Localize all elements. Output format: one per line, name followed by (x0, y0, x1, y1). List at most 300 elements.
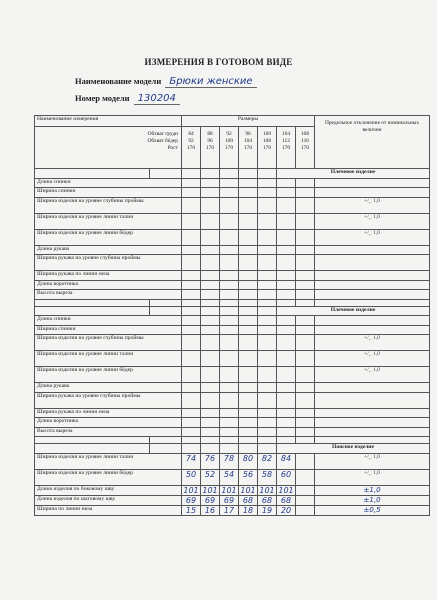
size-value-cell (296, 427, 315, 437)
size-column-3 (239, 127, 258, 169)
measurement-name: Длина спинки (35, 316, 182, 326)
table-row (35, 335, 430, 351)
size-value-cell (239, 188, 258, 198)
size-value-cell (201, 290, 220, 300)
empty-cell (220, 437, 239, 444)
deviation-cell: +/_ 1,0 (315, 351, 430, 367)
size-value-cell (201, 197, 220, 213)
size-value-cell (201, 245, 220, 255)
size-value: 104 (281, 131, 291, 137)
size-value-cell (182, 271, 201, 281)
size-value-cell: 76 (201, 453, 220, 469)
size-value: 96 (245, 131, 251, 137)
size-value: 100 (224, 138, 234, 144)
size-value-cell (182, 427, 201, 437)
empty-cell (296, 299, 315, 306)
size-value-cell (182, 255, 201, 271)
measurement-name: Ширина изделия на уровне линии талии (35, 351, 182, 367)
size-value-cell (258, 271, 277, 281)
table-row (35, 505, 430, 515)
size-value-cell (239, 290, 258, 300)
deviation-cell: ±1,0 (315, 495, 430, 505)
size-value-cell (258, 351, 277, 367)
size-value-cell (277, 213, 296, 229)
size-value-cell: 20 (277, 505, 296, 515)
size-value: 170 (205, 145, 215, 151)
measurements-table (34, 115, 430, 516)
empty-cell (201, 437, 220, 444)
measurement-name: Длина спинки (35, 178, 182, 188)
deviation-cell: ±1,0 (315, 485, 430, 495)
size-value-cell (239, 316, 258, 326)
size-value-cell (182, 325, 201, 335)
size-value-cell (182, 392, 201, 408)
size-value-cell (258, 335, 277, 351)
size-value-cell (201, 408, 220, 418)
deviation-cell (315, 427, 430, 437)
size-value-cell (239, 418, 258, 428)
size-value-cell (182, 367, 201, 383)
model-name-line (75, 76, 257, 87)
size-value-cell (182, 280, 201, 290)
document-title: ИЗМЕРЕНИЯ В ГОТОВОМ ВИДЕ (144, 57, 293, 67)
size-value-cell (277, 178, 296, 188)
deviation-cell: +/_ 1,0 (315, 367, 430, 383)
table-row (35, 367, 430, 383)
size-value-cell (201, 392, 220, 408)
empty-cell (201, 299, 220, 306)
size-value-cell: 82 (258, 453, 277, 469)
size-value: 92 (188, 138, 194, 144)
size-value-cell: 16 (201, 505, 220, 515)
size-value: 170 (281, 145, 291, 151)
size-value-cell (296, 245, 315, 255)
empty-cell (239, 299, 258, 306)
size-value-cell (258, 229, 277, 245)
model-name-value: Брюки женские (165, 76, 256, 88)
size-value-cell (220, 335, 239, 351)
size-value-cell (201, 271, 220, 281)
size-value-cell (220, 351, 239, 367)
size-value-cell: 15 (182, 505, 201, 515)
size-value-cell (182, 290, 201, 300)
size-value-cell (277, 280, 296, 290)
size-value-cell (258, 188, 277, 198)
model-name-label: Наименование модели (75, 76, 162, 86)
size-value-cell (296, 408, 315, 418)
size-column-2 (220, 127, 239, 169)
measurement-name: Ширина изделия на уровне глубины проймы (35, 335, 182, 351)
measurement-name: Ширина изделия на уровне глубины проймы (35, 197, 182, 213)
table-row (35, 178, 430, 188)
size-value-cell (220, 367, 239, 383)
size-value-cell (201, 367, 220, 383)
size-value-cell (296, 418, 315, 428)
deviation-cell: +/_ 1,0 (315, 469, 430, 485)
size-value-cell (277, 427, 296, 437)
size-value-cell (296, 178, 315, 188)
size-value-cell (220, 197, 239, 213)
girth-labels (35, 127, 182, 169)
size-value: 92 (226, 131, 232, 137)
size-column-4 (258, 127, 277, 169)
empty-cell (35, 437, 150, 444)
empty-cell (201, 169, 220, 179)
size-value-cell (258, 245, 277, 255)
measurement-name: Длина воротника (35, 280, 182, 290)
deviation-cell (315, 290, 430, 300)
measurement-name: Ширина рукава по линии низа (35, 271, 182, 281)
size-value: 170 (224, 145, 234, 151)
empty-cell (277, 437, 296, 444)
size-value-cell (258, 367, 277, 383)
size-value-cell (220, 178, 239, 188)
empty-cell (150, 299, 182, 306)
empty-cell (35, 306, 150, 316)
header-deviation: Предельное отклонение от номинальных величин (315, 116, 430, 169)
measurement-name: Высота выреза (35, 427, 182, 437)
deviation-cell: +/_ 1,0 (315, 229, 430, 245)
section-label: Плечевое изделие (277, 169, 430, 179)
size-value-cell: 69 (182, 495, 201, 505)
size-value: 170 (300, 145, 310, 151)
measurement-name: Ширина изделия на уровне линии талии (35, 213, 182, 229)
size-value-cell (258, 280, 277, 290)
size-value-cell: 56 (239, 469, 258, 485)
size-value-cell (239, 335, 258, 351)
size-column-5 (277, 127, 296, 169)
size-value-cell (239, 408, 258, 418)
size-value-cell (182, 316, 201, 326)
size-value-cell (277, 197, 296, 213)
measurement-name: Ширина рукава на уровне глубины проймы (35, 392, 182, 408)
table-row (35, 392, 430, 408)
section-header-row (35, 444, 430, 454)
size-value-cell (296, 392, 315, 408)
deviation-cell (315, 316, 430, 326)
deviation-cell (315, 188, 430, 198)
empty-cell (239, 169, 258, 179)
table-row (35, 408, 430, 418)
size-value-cell (277, 271, 296, 281)
size-value: 88 (207, 131, 213, 137)
empty-cell (182, 169, 201, 179)
size-value-cell (296, 213, 315, 229)
size-value-cell: 84 (277, 453, 296, 469)
size-value-cell (239, 325, 258, 335)
size-value-cell (277, 188, 296, 198)
size-value-cell (277, 255, 296, 271)
table-row (35, 427, 430, 437)
deviation-cell (315, 383, 430, 393)
size-value-cell (277, 229, 296, 245)
table-row (35, 255, 430, 271)
size-value-cell (182, 418, 201, 428)
size-value-cell: 58 (258, 469, 277, 485)
size-value-cell (239, 351, 258, 367)
size-value-cell (201, 418, 220, 428)
table-row (35, 351, 430, 367)
size-value-cell (201, 316, 220, 326)
size-value-cell (296, 453, 315, 469)
size-value: 170 (262, 145, 272, 151)
table-row (35, 229, 430, 245)
size-column-1 (201, 127, 220, 169)
size-value-cell (220, 427, 239, 437)
size-value-cell (296, 469, 315, 485)
size-value-cell: 69 (220, 495, 239, 505)
measurement-name: Высота выреза (35, 290, 182, 300)
size-value-cell (220, 383, 239, 393)
size-value-cell (277, 408, 296, 418)
size-value-cell (277, 316, 296, 326)
model-number-label: Номер модели (75, 93, 130, 103)
size-value-cell (258, 392, 277, 408)
size-value-cell (201, 383, 220, 393)
size-value-cell (182, 197, 201, 213)
size-value-cell (220, 271, 239, 281)
size-value-cell (182, 408, 201, 418)
girth-hips-label: Обхват бёдер (147, 138, 179, 144)
spacer-row (35, 299, 430, 306)
header-measurement-name: Наименование измерения (35, 116, 182, 127)
size-value-cell (258, 255, 277, 271)
size-value-cell (220, 392, 239, 408)
size-value-cell: 17 (220, 505, 239, 515)
size-value-cell (258, 316, 277, 326)
size-value-cell: 101 (183, 485, 199, 495)
measurement-name: Длина изделия по шаговому шву (35, 495, 182, 505)
table-row (35, 325, 430, 335)
measurement-name: Ширина по линии низа (35, 505, 182, 515)
deviation-cell: +/_ 1,0 (315, 197, 430, 213)
spacer-row (35, 437, 430, 444)
size-value-cell: 101 (221, 485, 237, 495)
deviation-cell (315, 418, 430, 428)
empty-cell (258, 437, 277, 444)
size-value-cell: 80 (239, 453, 258, 469)
size-value-cell (239, 245, 258, 255)
size-value-cell (277, 383, 296, 393)
size-value-cell (201, 351, 220, 367)
deviation-cell: ±0,5 (315, 505, 430, 515)
size-value-cell (296, 485, 315, 495)
size-value-cell (182, 188, 201, 198)
size-value-cell (182, 213, 201, 229)
size-value-cell (239, 271, 258, 281)
size-value-cell (258, 418, 277, 428)
section-label: Поясное изделие (277, 444, 430, 454)
size-value-cell (258, 290, 277, 300)
size-value-cell (182, 383, 201, 393)
size-value-cell: 68 (239, 495, 258, 505)
size-value-cell (239, 427, 258, 437)
size-value-cell (296, 367, 315, 383)
size-value-cell (220, 418, 239, 428)
size-value-cell (182, 178, 201, 188)
size-value-cell (201, 178, 220, 188)
empty-cell (201, 306, 220, 316)
size-value: 84 (188, 131, 194, 137)
size-value-cell (182, 351, 201, 367)
size-value-cell (296, 280, 315, 290)
size-value-cell (258, 427, 277, 437)
size-value-cell (239, 213, 258, 229)
size-value-cell (201, 427, 220, 437)
size-value-cell (296, 290, 315, 300)
size-value: 108 (300, 131, 310, 137)
table-row (35, 188, 430, 198)
size-value-cell (258, 213, 277, 229)
deviation-cell (315, 392, 430, 408)
size-value-cell (277, 351, 296, 367)
size-value-cell: 68 (258, 495, 277, 505)
size-value-cell (296, 255, 315, 271)
deviation-cell (315, 280, 430, 290)
empty-cell (239, 444, 258, 454)
size-value-cell (258, 383, 277, 393)
size-column-0 (182, 127, 201, 169)
size-value-cell (277, 245, 296, 255)
size-value-cell (296, 271, 315, 281)
size-value-cell (277, 367, 296, 383)
height-label: Рост (167, 145, 179, 151)
measurement-name: Длина изделия по боковому шву (35, 485, 182, 495)
size-value-cell (296, 197, 315, 213)
size-value-cell (201, 325, 220, 335)
measurement-name: Ширина рукава на уровне глубины проймы (35, 255, 182, 271)
deviation-cell (315, 408, 430, 418)
deviation-cell (315, 245, 430, 255)
size-value-cell: 18 (239, 505, 258, 515)
size-value-cell (258, 325, 277, 335)
size-value-cell (296, 383, 315, 393)
size-value-cell (220, 408, 239, 418)
empty-cell (150, 306, 182, 316)
measurement-name: Ширина рукава по линии низа (35, 408, 182, 418)
size-value-cell (258, 408, 277, 418)
size-value-cell (182, 229, 201, 245)
empty-cell (258, 306, 277, 316)
size-value-cell (182, 335, 201, 351)
size-value-cell: 101 (278, 485, 294, 495)
size-value-cell: 19 (258, 505, 277, 515)
table-row (35, 290, 430, 300)
measurement-name: Ширина спинки (35, 188, 182, 198)
size-value-cell (258, 197, 277, 213)
size-value-cell (277, 325, 296, 335)
size-value: 116 (301, 138, 309, 144)
deviation-cell: +/_ 1,0 (315, 335, 430, 351)
size-value: 108 (262, 138, 272, 144)
size-value-cell (239, 197, 258, 213)
size-value-cell (296, 351, 315, 367)
size-value: 170 (243, 145, 253, 151)
size-value-cell: 101 (202, 485, 218, 495)
deviation-cell: +/_ 1,0 (315, 453, 430, 469)
deviation-cell (315, 178, 430, 188)
size-value: 170 (186, 145, 196, 151)
size-value-cell (296, 316, 315, 326)
header-sizes: Размеры (182, 116, 315, 127)
table-row (35, 485, 430, 495)
size-value-cell: 101 (240, 485, 256, 495)
size-value-cell (239, 280, 258, 290)
deviation-cell (315, 255, 430, 271)
table-row (35, 453, 430, 469)
table-row (35, 245, 430, 255)
empty-cell (150, 169, 182, 179)
deviation-cell (315, 271, 430, 281)
empty-cell (258, 169, 277, 179)
size-value-cell: 50 (182, 469, 201, 485)
table-row (35, 316, 430, 326)
size-value-cell (201, 255, 220, 271)
size-value-cell (239, 392, 258, 408)
empty-cell (239, 437, 258, 444)
empty-cell (182, 299, 201, 306)
size-value-cell (182, 245, 201, 255)
empty-cell (220, 306, 239, 316)
empty-cell (182, 306, 201, 316)
size-value: 96 (207, 138, 213, 144)
model-number-value: 130204 (134, 93, 180, 105)
size-value: 112 (282, 138, 290, 144)
section-header-row (35, 169, 430, 179)
size-value-cell (239, 383, 258, 393)
empty-cell (150, 444, 182, 454)
empty-cell (35, 444, 150, 454)
measurement-name: Ширина изделия на уровне линии бёдер (35, 229, 182, 245)
measurement-name: Длина воротника (35, 418, 182, 428)
size-value-cell (201, 280, 220, 290)
size-value-cell (296, 335, 315, 351)
size-column-6 (296, 127, 315, 169)
measurement-name: Ширина изделия на уровне линии талии (35, 453, 182, 469)
size-value-cell: 74 (182, 453, 201, 469)
empty-cell (258, 299, 277, 306)
size-value-cell (220, 316, 239, 326)
measurement-name: Ширина изделия на уровне линии бёдер (35, 469, 182, 485)
empty-cell (220, 444, 239, 454)
empty-cell (315, 299, 430, 306)
size-value-cell (277, 392, 296, 408)
size-value-cell (296, 505, 315, 515)
empty-cell (220, 299, 239, 306)
size-value-cell: 101 (259, 485, 275, 495)
size-value-cell: 60 (277, 469, 296, 485)
empty-cell (35, 169, 150, 179)
table-body (35, 169, 430, 516)
measurement-name: Длина рукава (35, 245, 182, 255)
empty-cell (182, 437, 201, 444)
size-value-cell: 78 (220, 453, 239, 469)
size-value-cell (277, 335, 296, 351)
model-number-line (75, 93, 180, 104)
empty-cell (315, 437, 430, 444)
size-value: 104 (243, 138, 253, 144)
size-value-cell (296, 188, 315, 198)
empty-cell (239, 306, 258, 316)
table-header (35, 116, 430, 169)
size-value-cell (220, 325, 239, 335)
empty-cell (220, 169, 239, 179)
deviation-cell (315, 325, 430, 335)
section-header-row (35, 306, 430, 316)
measurement-name: Ширина изделия на уровне линии бёдер (35, 367, 182, 383)
size-value-cell (220, 245, 239, 255)
measurement-name: Ширина спинки (35, 325, 182, 335)
